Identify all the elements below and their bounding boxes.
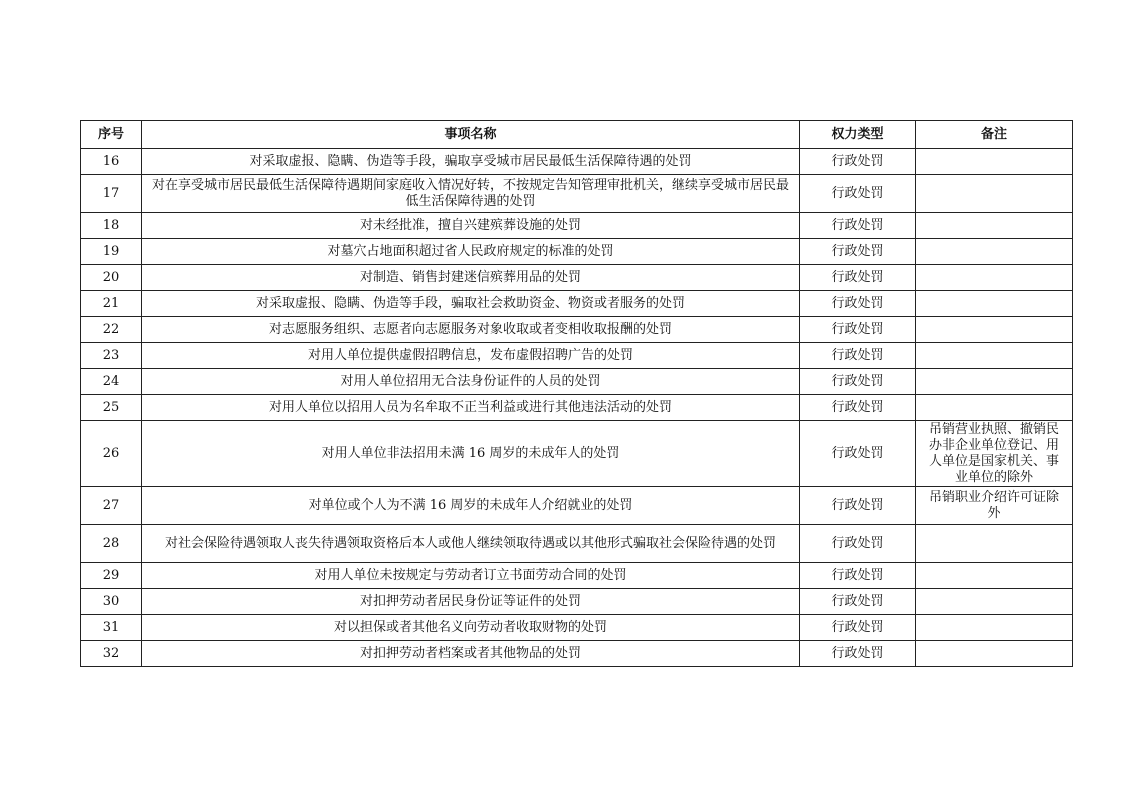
row-item-name: 对用人单位以招用人员为名牟取不正当利益或进行其他违法活动的处罚 — [142, 395, 800, 421]
row-power-type: 行政处罚 — [800, 317, 916, 343]
row-item-name: 对用人单位非法招用未满 16 周岁的未成年人的处罚 — [142, 421, 800, 487]
header-power-type: 权力类型 — [800, 121, 916, 149]
header-number: 序号 — [81, 121, 142, 149]
row-power-type: 行政处罚 — [800, 563, 916, 589]
row-item-name: 对采取虚报、隐瞒、伪造等手段，骗取社会救助资金、物资或者服务的处罚 — [142, 291, 800, 317]
row-remarks — [916, 395, 1073, 421]
row-remarks — [916, 615, 1073, 641]
row-power-type: 行政处罚 — [800, 589, 916, 615]
table-row — [81, 589, 1073, 615]
row-power-type: 行政处罚 — [800, 641, 916, 667]
header-item-name: 事项名称 — [142, 121, 800, 149]
row-item-name: 对用人单位招用无合法身份证件的人员的处罚 — [142, 369, 800, 395]
row-item-name: 对扣押劳动者居民身份证等证件的处罚 — [142, 589, 800, 615]
row-power-type: 行政处罚 — [800, 395, 916, 421]
row-power-type: 行政处罚 — [800, 343, 916, 369]
row-item-name: 对扣押劳动者档案或者其他物品的处罚 — [142, 641, 800, 667]
row-power-type: 行政处罚 — [800, 239, 916, 265]
table-row — [81, 213, 1073, 239]
row-number: 22 — [81, 317, 142, 343]
row-item-name: 对采取虚报、隐瞒、伪造等手段，骗取享受城市居民最低生活保障待遇的处罚 — [142, 149, 800, 175]
row-number: 20 — [81, 265, 142, 291]
row-item-name: 对志愿服务组织、志愿者向志愿服务对象收取或者变相收取报酬的处罚 — [142, 317, 800, 343]
row-power-type: 行政处罚 — [800, 421, 916, 487]
row-item-name: 对单位或个人为不满 16 周岁的未成年人介绍就业的处罚 — [142, 487, 800, 525]
table-row — [81, 369, 1073, 395]
table-row — [81, 615, 1073, 641]
row-remarks — [916, 343, 1073, 369]
row-item-name: 对在享受城市居民最低生活保障待遇期间家庭收入情况好转，不按规定告知管理审批机关，继续享受城市居民最低生活保障待遇的处罚 — [142, 175, 800, 213]
row-number: 28 — [81, 525, 142, 563]
table-header-row — [81, 121, 1073, 149]
row-power-type: 行政处罚 — [800, 265, 916, 291]
row-remarks — [916, 291, 1073, 317]
row-number: 17 — [81, 175, 142, 213]
row-remarks — [916, 213, 1073, 239]
row-number: 23 — [81, 343, 142, 369]
table-row — [81, 317, 1073, 343]
row-remarks — [916, 563, 1073, 589]
table-row — [81, 175, 1073, 213]
document-table-container — [80, 120, 1073, 667]
row-power-type: 行政处罚 — [800, 175, 916, 213]
row-item-name: 对用人单位提供虚假招聘信息，发布虚假招聘广告的处罚 — [142, 343, 800, 369]
row-number: 21 — [81, 291, 142, 317]
row-power-type: 行政处罚 — [800, 213, 916, 239]
row-power-type: 行政处罚 — [800, 487, 916, 525]
row-number: 30 — [81, 589, 142, 615]
row-remarks: 吊销营业执照、撤销民办非企业单位登记、用人单位是国家机关、事业单位的除外 — [916, 421, 1073, 487]
table-row — [81, 395, 1073, 421]
row-power-type: 行政处罚 — [800, 291, 916, 317]
row-item-name: 对社会保险待遇领取人丧失待遇领取资格后本人或他人继续领取待遇或以其他形式骗取社会保险待遇的处罚 — [142, 525, 800, 563]
row-remarks — [916, 239, 1073, 265]
row-number: 29 — [81, 563, 142, 589]
row-number: 19 — [81, 239, 142, 265]
row-remarks — [916, 525, 1073, 563]
row-item-name: 对以担保或者其他名义向劳动者收取财物的处罚 — [142, 615, 800, 641]
row-number: 31 — [81, 615, 142, 641]
row-number: 24 — [81, 369, 142, 395]
table-row — [81, 291, 1073, 317]
row-number: 25 — [81, 395, 142, 421]
row-item-name: 对制造、销售封建迷信殡葬用品的处罚 — [142, 265, 800, 291]
table-row — [81, 149, 1073, 175]
row-number: 27 — [81, 487, 142, 525]
table-row — [81, 487, 1073, 525]
table-row — [81, 421, 1073, 487]
row-remarks — [916, 589, 1073, 615]
row-power-type: 行政处罚 — [800, 149, 916, 175]
row-remarks: 吊销职业介绍许可证除外 — [916, 487, 1073, 525]
row-remarks — [916, 317, 1073, 343]
row-remarks — [916, 149, 1073, 175]
row-power-type: 行政处罚 — [800, 525, 916, 563]
row-power-type: 行政处罚 — [800, 615, 916, 641]
header-remarks: 备注 — [916, 121, 1073, 149]
row-remarks — [916, 369, 1073, 395]
table-row — [81, 265, 1073, 291]
row-remarks — [916, 641, 1073, 667]
row-number: 16 — [81, 149, 142, 175]
row-number: 32 — [81, 641, 142, 667]
table-row — [81, 641, 1073, 667]
row-item-name: 对墓穴占地面积超过省人民政府规定的标准的处罚 — [142, 239, 800, 265]
table-row — [81, 563, 1073, 589]
row-power-type: 行政处罚 — [800, 369, 916, 395]
table-row — [81, 343, 1073, 369]
table-row — [81, 239, 1073, 265]
row-item-name: 对用人单位未按规定与劳动者订立书面劳动合同的处罚 — [142, 563, 800, 589]
row-number: 26 — [81, 421, 142, 487]
table-row — [81, 525, 1073, 563]
row-remarks — [916, 175, 1073, 213]
row-remarks — [916, 265, 1073, 291]
row-number: 18 — [81, 213, 142, 239]
power-list-table — [80, 120, 1073, 667]
row-item-name: 对未经批准，擅自兴建殡葬设施的处罚 — [142, 213, 800, 239]
